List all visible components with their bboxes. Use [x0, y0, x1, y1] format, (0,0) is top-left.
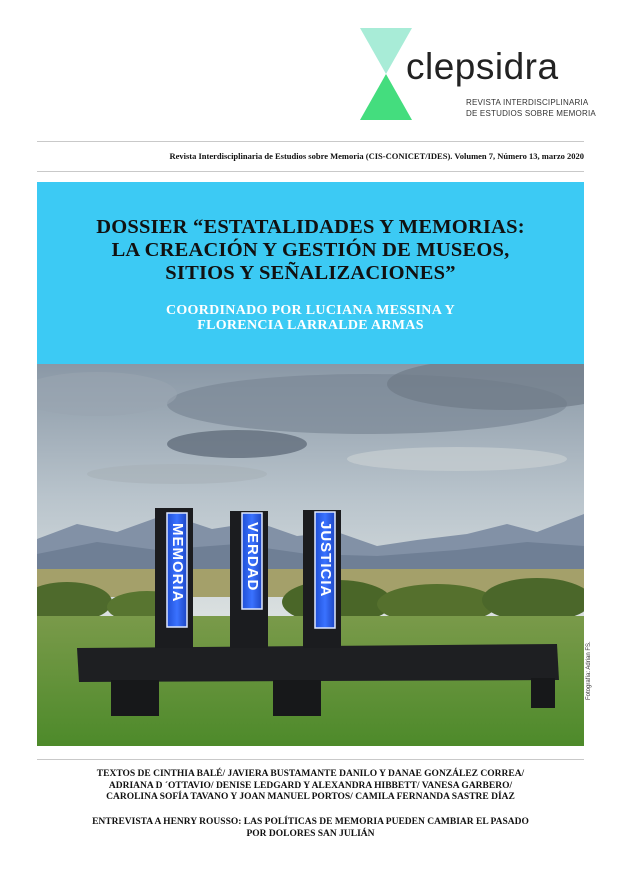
cover-photo: [37, 364, 584, 746]
logo-subtitle-line-2: DE ESTUDIOS SOBRE MEMORIA: [466, 109, 596, 118]
authors-line: TEXTOS DE CINTHIA BALÉ/ JAVIERA BUSTAMANTE DANILO Y DANAE GONZÁLEZ CORREA/: [96, 769, 525, 779]
authors-line: ADRIANA D ´OTTAVIO/ DENISE LEDGARD Y ALEXANDRA HIBBETT/ VANESA GARBERO/: [108, 780, 513, 791]
header-divider: [37, 171, 584, 172]
top-divider: [37, 141, 584, 142]
dossier-title-line: DOSSIER “ESTATALIDADES Y MEMORIAS:: [96, 216, 525, 238]
logo-wordmark: clepsidra: [406, 46, 559, 87]
photo-credit: Fotografía: Adrian FS.: [586, 641, 592, 700]
journal-info: Revista Interdisciplinaria de Estudios sobre Memoria (CIS-CONICET/IDES). Volumen 7, Número 13, marzo 2020: [169, 151, 584, 161]
dossier-title-line: SITIOS Y SEÑALIZACIONES”: [165, 262, 456, 284]
sign-justicia: JUSTICIA: [317, 521, 335, 598]
authors-line: CAROLINA SOFÍA TAVANO Y JOAN MANUEL PORTOS/ CAMILA FERNANDA SASTRE DÍAZ: [106, 792, 515, 802]
interview-line: POR DOLORES SAN JULIÁN: [246, 828, 375, 839]
dossier-title: [37, 216, 584, 285]
coordinators: [37, 303, 584, 333]
hourglass-logo-icon: [360, 28, 412, 120]
coordinators-line: FLORENCIA LARRALDE ARMAS: [197, 318, 424, 333]
dossier-title-line: LA CREACIÓN Y GESTIÓN DE MUSEOS,: [111, 239, 510, 261]
interview-note: [37, 817, 584, 840]
sign-verdad: VERDAD: [244, 522, 262, 592]
sign-memoria: MEMORIA: [169, 523, 187, 603]
coordinators-line: COORDINADO POR LUCIANA MESSINA Y: [165, 303, 456, 318]
logo-subtitle-line-1: REVISTA INTERDISCIPLINARIA: [466, 98, 589, 107]
footer-divider: [37, 759, 584, 760]
interview-line: ENTREVISTA A HENRY ROUSSO: LAS POLÍTICAS DE MEMORIA PUEDEN CAMBIAR EL PASADO: [92, 817, 529, 827]
authors-list: [37, 769, 584, 804]
